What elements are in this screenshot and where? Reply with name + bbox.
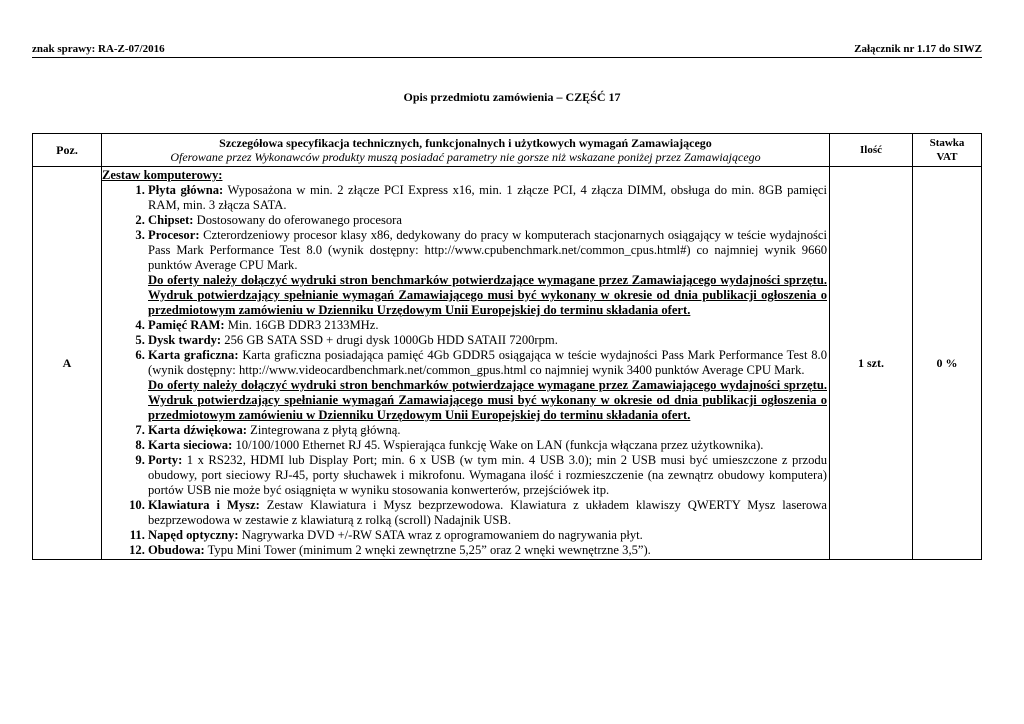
spec-item-text: Czterordzeniowy procesor klasy x86, dedykowany do pracy w komputerach stacjonarnych osiągający w teście wydajności Pass Mark Performance Test 8.0 (wynik dostępny: http://www.cpubenchmark.net/common_cpus.html#) co najmniej wynik 9660 punktów Average CPU Mark.: [148, 228, 827, 272]
spec-item-label: Obudowa:: [148, 543, 205, 557]
spec-item-text: 10/100/1000 Ethernet RJ 45. Wspierająca funkcję Wake on LAN (funkcja włączana przez użytkownika).: [232, 438, 764, 452]
spec-item-text: Wyposażona w min. 2 złącze PCI Express x16, min. 1 złącze PCI, 4 złącza DIMM, obsługa do min. 8GB pamięci RAM, min. 3 złącza SATA.: [148, 183, 827, 212]
spec-item-label: Napęd optyczny:: [148, 528, 239, 542]
row-specification: [102, 167, 830, 560]
spec-item: [148, 453, 827, 498]
spec-item-label: Dysk twardy:: [148, 333, 222, 347]
spec-item-text: Nagrywarka DVD +/-RW SATA wraz z oprogramowaniem do nagrywania płyt.: [238, 528, 643, 542]
spec-item-label: Pamięć RAM:: [148, 318, 225, 332]
spec-item: [148, 498, 827, 528]
col-header-vat: [913, 134, 982, 167]
table-row: [33, 167, 982, 560]
spec-header-title: Szczegółowa specyfikacja technicznych, funkcjonalnych i użytkowych wymagań Zamawiającego: [219, 136, 712, 150]
spec-item-label: Karta sieciowa:: [148, 438, 233, 452]
spec-item-list: [102, 183, 827, 558]
spec-item-text: 256 GB SATA SSD + drugi dysk 1000Gb HDD SATAII 7200rpm.: [221, 333, 558, 347]
spec-item-label: Procesor:: [148, 228, 200, 242]
spec-item-label: Porty:: [148, 453, 183, 467]
spec-item: [148, 183, 827, 213]
spec-item-text: Zestaw Klawiatura i Mysz bezprzewodowa. Klawiatura z układem klawiszy QWERTY Mysz laserowa bezprzewodowa w zestawie z klawiaturą z rolką (scroll) Nadajnik USB.: [148, 498, 827, 527]
spec-item: [148, 318, 827, 333]
table-header-row: [33, 134, 982, 167]
spec-item: [148, 543, 827, 558]
spec-item-label: Chipset:: [148, 213, 194, 227]
spec-item-text: Min. 16GB DDR3 2133MHz.: [224, 318, 379, 332]
spec-item-note: Do oferty należy dołączyć wydruki stron benchmarków potwierdzające wymagane przez Zamawiającego wydajności sprzętu. Wydruk potwierdzający spełnianie wymagań Zamawiającego musi być wykonany w okresie od dnia publikacji ogłoszenia o przedmiotowym zamówieniu w Dzienniku Urzędowym Unii Europejskiej do terminu składania ofert.: [148, 378, 827, 422]
col-header-position: Poz.: [33, 134, 102, 167]
row-position: A: [33, 167, 102, 560]
spec-item-note: Do oferty należy dołączyć wydruki stron benchmarków potwierdzające wymagane przez Zamawiającego wydajności sprzętu. Wydruk potwierdzający spełnianie wymagań Zamawiającego musi być wykonany w okresie od dnia publikacji ogłoszenia o przedmiotowym zamówieniu w Dzienniku Urzędowym Unii Europejskiej do terminu składania ofert.: [148, 273, 827, 317]
spec-item: [148, 333, 827, 348]
vat-header-line1: Stawka: [929, 137, 965, 149]
spec-item-label: Karta dźwiękowa:: [148, 423, 247, 437]
attachment-label: Załącznik nr 1.17 do SIWZ: [854, 43, 982, 55]
vat-header-line2: VAT: [936, 151, 958, 163]
spec-item-text: Typu Mini Tower (minimum 2 wnęki zewnętrzne 5,25” oraz 2 wnęki wewnętrzne 3,5”).: [204, 543, 651, 557]
row-quantity: 1 szt.: [830, 167, 913, 560]
spec-item-label: Płyta główna:: [148, 183, 224, 197]
spec-item: [148, 213, 827, 228]
page-header: [32, 43, 982, 58]
spec-item-label: Karta graficzna:: [148, 348, 239, 362]
case-number: znak sprawy: RA-Z-07/2016: [32, 43, 165, 55]
spec-item-text: Zintegrowana z płytą główną.: [247, 423, 401, 437]
spec-item: [148, 423, 827, 438]
spec-item: [148, 348, 827, 423]
spec-item-text: Karta graficzna posiadająca pamięć 4Gb GDDR5 osiągająca w teście wydajności Pass Mark Performance Test 8.0 (wynik dostępny: http://www.videocardbenchmark.net/common_gpus.html co najmniej wynik 3400 punktów Average CPU Mark.: [148, 348, 827, 377]
set-title: Zestaw komputerowy:: [102, 168, 223, 182]
spec-item-label: Klawiatura i Mysz:: [148, 498, 260, 512]
spec-item: [148, 438, 827, 453]
col-header-quantity: Ilość: [830, 134, 913, 167]
spec-item-text: Dostosowany do oferowanego procesora: [193, 213, 402, 227]
spec-header-subtitle: Oferowane przez Wykonawców produkty muszą posiadać parametry nie gorsze niż wskazane poniżej przez Zamawiającego: [170, 150, 761, 164]
spec-item: [148, 528, 827, 543]
col-header-specification: [102, 134, 830, 167]
spec-item-text: 1 x RS232, HDMI lub Display Port; min. 6 x USB (w tym min. 4 USB 3.0); min 2 USB musi być umieszczone z przodu obudowy, port sieciowy RJ-45, porty słuchawek i mikrofonu. Wymagana ilość i rozmieszczenie (na zewnątrz obudowy komputera) portów USB nie może być osiągnięta w wyniku stosowania konwerterów, przejściówek itp.: [148, 453, 827, 497]
spec-item: [148, 228, 827, 318]
specification-table: [32, 133, 982, 560]
document-title: Opis przedmiotu zamówienia – CZĘŚĆ 17: [403, 90, 621, 104]
row-vat: 0 %: [913, 167, 982, 560]
